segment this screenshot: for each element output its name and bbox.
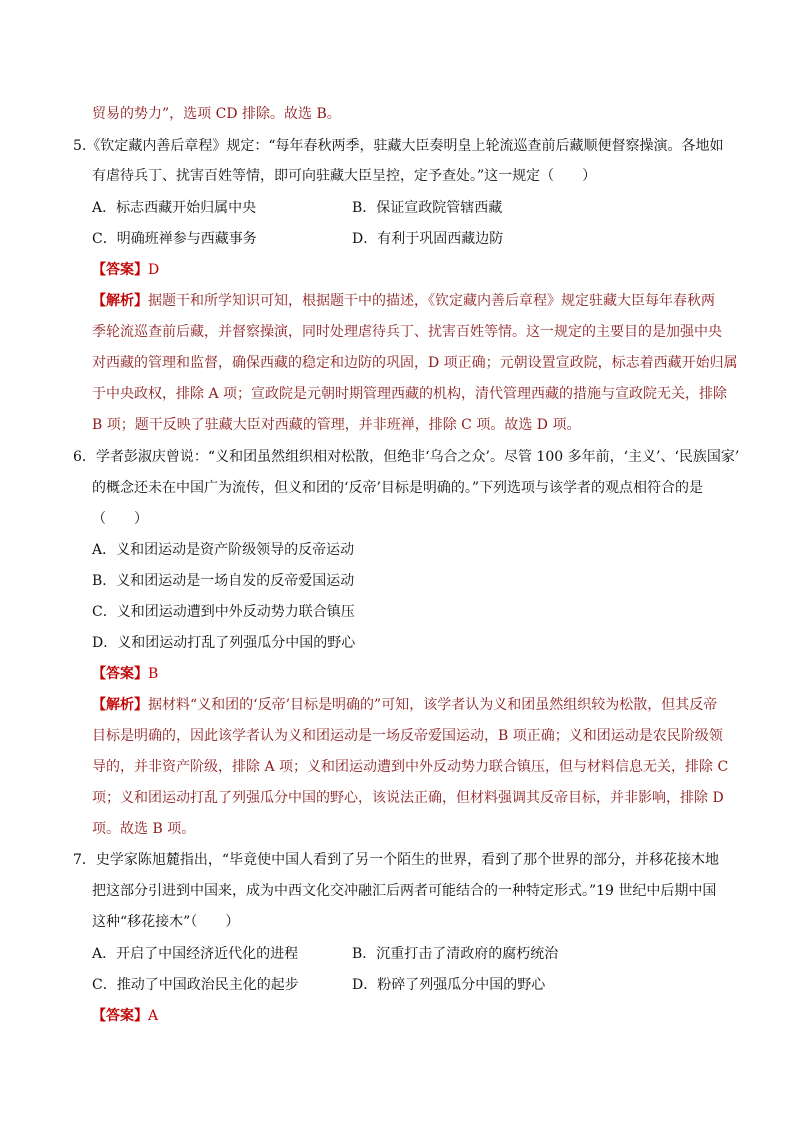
question-7-option-b: B．沉重打击了清政府的腐朽统治: [352, 946, 559, 962]
question-6-stem-line-2: 的概念还未在中国广为流传，但义和团的‘反帝’目标是明确的。”下列选项与该学者的观点相符合的是: [92, 480, 704, 496]
question-6-explanation-line-4: 项；义和团运动打乱了列强瓜分中国的野心，该说法正确，但材料强调其反帝目标，并非影响，排除 D: [92, 790, 724, 806]
question-6-option-c: C．义和团运动遭到中外反动势力联合镇压: [92, 604, 355, 620]
question-5-option-a: A．标志西藏开始归属中央: [92, 200, 257, 216]
question-6-option-b: B．义和团运动是一场自发的反帝爱国运动: [92, 573, 355, 589]
question-6-option-a: A．义和团运动是资产阶级领导的反帝运动: [92, 542, 355, 558]
question-7-option-c: C．推动了中国政治民主化的起步: [92, 977, 299, 993]
question-6-answer: [92, 664, 158, 684]
question-5-explanation-line-3: 对西藏的管理和监督，确保西藏的稳定和边防的巩固，D 项正确；元朝设置宣政院，标志着西藏开始归属: [92, 355, 738, 371]
question-6-option-d: D．义和团运动打乱了列强瓜分中国的野心: [92, 635, 356, 651]
question-5-stem-line-1: 5.《钦定藏内善后章程》规定：“每年春秋两季，驻藏大臣奏明皇上轮流巡查前后藏顺便督察操演。各地如: [73, 138, 724, 154]
question-7-option-d: D．粉碎了列强瓜分中国的野心: [352, 977, 546, 993]
answer-value: B: [148, 666, 159, 682]
question-5-explanation-line-4: 于中央政权，排除 A 项；宣政院是元朝时期管理西藏的机构，清代管理西藏的措施与宣政院无关，排除: [92, 386, 728, 402]
question-6-stem-line-1: 6．学者彭淑庆曾说：“义和团虽然组织相对松散，但绝非‘乌合之众’。尽管 100 多年前，‘主义’、‘民族国家’: [73, 449, 740, 465]
question-5-answer: [92, 260, 159, 280]
question-7-option-a: A．开启了中国经济近代化的进程: [92, 946, 299, 962]
question-5-option-d: D．有利于巩固西藏边防: [352, 231, 504, 247]
answer-value: A: [148, 1008, 159, 1024]
previous-explanation-tail: 贸易的势力”，选项 CD 排除。故选 B。: [92, 106, 341, 122]
explanation-label: 【解析】: [92, 697, 148, 713]
question-6-explanation-line-5: 项。故选 B 项。: [92, 821, 196, 837]
answer-label: 【答案】: [92, 666, 148, 682]
question-6-explanation-line-2: 目标是明确的，因此该学者认为义和团运动是一场反帝爱国运动，B 项正确；义和团运动是农民阶级领: [92, 728, 723, 744]
question-5-option-b: B．保证宣政院管辖西藏: [352, 200, 503, 216]
question-5-explanation-line-5: B 项；题干反映了驻藏大臣对西藏的管理，并非班禅，排除 C 项。故选 D 项。: [92, 417, 581, 433]
explanation-text: 据题干和所学知识可知，根据题干中的描述，《钦定藏内善后章程》规定驻藏大臣每年春秋两: [148, 293, 715, 309]
answer-label: 【答案】: [92, 1008, 148, 1024]
question-6-stem-line-3: （ ）: [92, 511, 148, 527]
question-7-stem-line-2: 把这部分引进到中国来，成为中西文化交冲融汇后两者可能结合的一种特定形式。”19 世纪中后期中国: [92, 883, 717, 899]
question-5-stem-line-2: 有虐待兵丁、扰害百姓等情，即可向驻藏大臣呈控，定予查处。”这一规定（ ）: [92, 168, 597, 184]
question-7-answer: [92, 1006, 158, 1026]
question-6-explanation-line-3: 导的，并非资产阶级，排除 A 项；义和团运动遭到中外反动势力联合镇压，但与材料信息无关，排除 C: [92, 759, 729, 775]
question-7-stem-line-3: 这种“移花接木”（ ）: [92, 914, 240, 930]
question-5-explanation-line-1: [92, 291, 715, 311]
question-5-explanation-line-2: 季轮流巡查前后藏，并督察操演，同时处理虐待兵丁、扰害百姓等情。这一规定的主要目的是加强中央: [92, 324, 722, 340]
question-5-option-c: C．明确班禅参与西藏事务: [92, 231, 257, 247]
explanation-label: 【解析】: [92, 293, 148, 309]
question-6-explanation-line-1: [92, 695, 717, 715]
explanation-text: 据材料“义和团的‘反帝’目标是明确的”可知，该学者认为义和团虽然组织较为松散，但其反帝: [148, 697, 718, 713]
answer-label: 【答案】: [92, 262, 148, 278]
question-7-stem-line-1: 7．史学家陈旭麓指出，“毕竟使中国人看到了另一个陌生的世界，看到了那个世界的部分，并移花接木地: [73, 852, 720, 868]
answer-value: D: [148, 262, 160, 278]
